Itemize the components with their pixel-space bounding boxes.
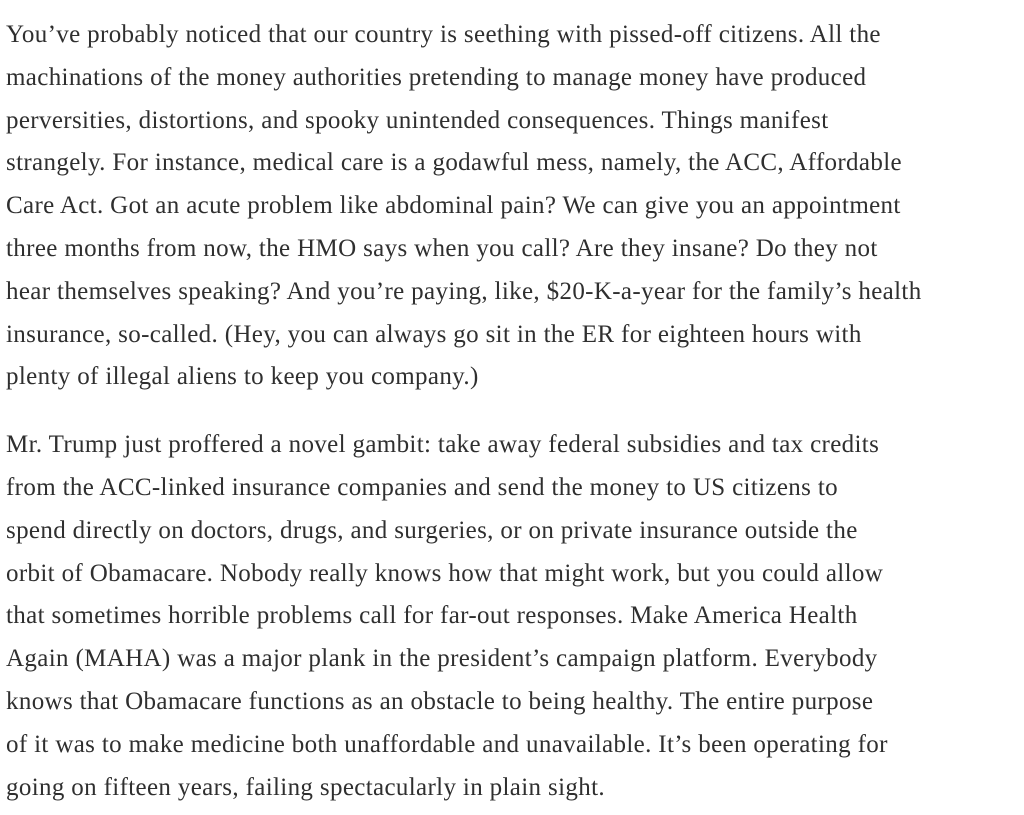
paragraph-line: strangely. For instance, medical care is a godawful mess, namely, the ACC, Affordable	[6, 149, 902, 177]
article-paragraph-1	[6, 14, 1024, 399]
paragraph-line: from the ACC-linked insurance companies and send the money to US citizens to	[6, 473, 838, 501]
paragraph-line: three months from now, the HMO says when you call? Are they insane? Do they not	[6, 234, 878, 262]
article-paragraph-2	[6, 424, 1024, 809]
paragraph-line: insurance, so-called. (Hey, you can always go sit in the ER for eighteen hours with	[6, 320, 862, 348]
paragraph-line: of it was to make medicine both unaffordable and unavailable. It’s been operating for	[6, 730, 888, 758]
paragraph-line: plenty of illegal aliens to keep you company.)	[6, 363, 479, 391]
paragraph-line: You’ve probably noticed that our country is seething with pissed-off citizens. All the	[6, 21, 881, 48]
paragraph-line: that sometimes horrible problems call for far-out responses. Make America Health	[6, 602, 858, 630]
paragraph-line: Care Act. Got an acute problem like abdominal pain? We can give you an appointment	[6, 192, 901, 220]
paragraph-line: knows that Obamacare functions as an obstacle to being healthy. The entire purpose	[6, 687, 874, 715]
paragraph-line: going on fifteen years, failing spectacularly in plain sight.	[6, 773, 605, 801]
paragraph-line: spend directly on doctors, drugs, and surgeries, or on private insurance outside the	[6, 516, 858, 544]
paragraph-line: hear themselves speaking? And you’re paying, like, $20-K-a-year for the family’s health	[6, 277, 922, 305]
paragraph-line: orbit of Obamacare. Nobody really knows how that might work, but you could allow	[6, 559, 884, 587]
paragraph-line: Again (MAHA) was a major plank in the president’s campaign platform. Everybody	[6, 645, 878, 673]
paragraph-line: perversities, distortions, and spooky unintended consequences. Things manifest	[6, 106, 829, 134]
paragraph-line: machinations of the money authorities pretending to manage money have produced	[6, 63, 867, 91]
paragraph-line: Mr. Trump just proffered a novel gambit: take away federal subsidies and tax credits	[6, 431, 880, 459]
